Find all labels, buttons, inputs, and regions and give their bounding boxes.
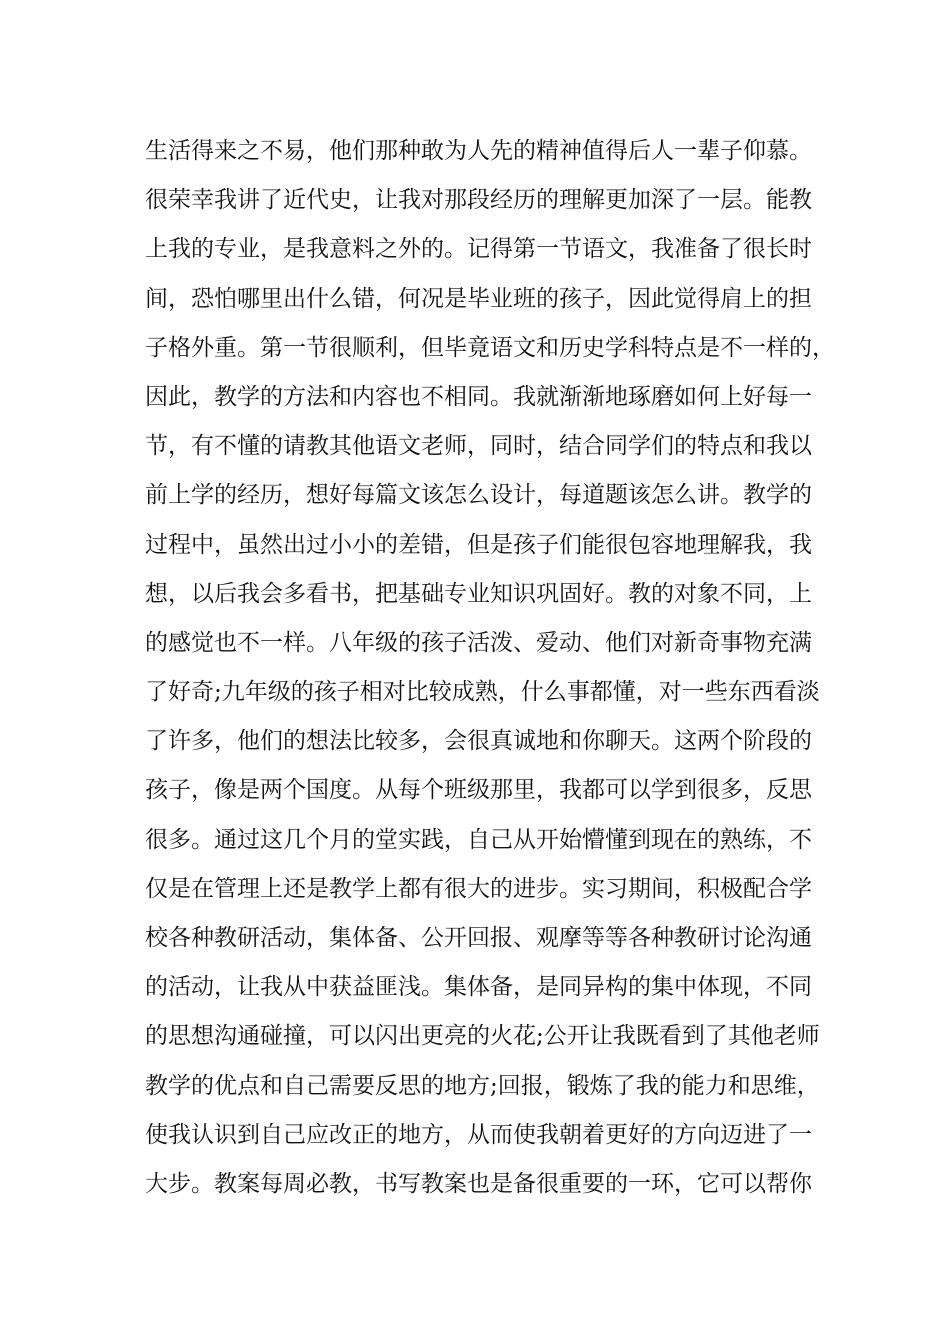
text-line: 很荣幸我讲了近代史，让我对那段经历的理解更加深了一层。能教 xyxy=(145,187,812,214)
text-line: 间，恐怕哪里出什么错，何况是毕业班的孩子，因此觉得肩上的担 xyxy=(145,285,812,312)
text-line: 了许多，他们的想法比较多，会很真诚地和你聊天。这两个阶段的 xyxy=(145,728,812,755)
text-line: 很多。通过这几个月的堂实践，自己从开始懵懂到现在的熟练，不 xyxy=(145,826,812,853)
text-line: 过程中，虽然出过小小的差错，但是孩子们能很包容地理解我，我 xyxy=(145,531,812,558)
text-line: 的活动，让我从中获益匪浅。集体备，是同异构的集中体现，不同 xyxy=(145,974,812,1001)
text-line: 校各种教研活动，集体备、公开回报、观摩等等各种教研讨论沟通 xyxy=(145,925,812,951)
text-line: 的思想沟通碰撞，可以闪出更亮的火花;公开让我既看到了其他老师 xyxy=(145,1023,820,1050)
text-line: 使我认识到自己应改正的地方，从而使我朝着更好的方向迈进了一 xyxy=(145,1121,812,1148)
text-line: 仅是在管理上还是教学上都有很大的进步。实习期间，积极配合学 xyxy=(145,875,812,902)
text-line: 大步。教案每周必教，书写教案也是备很重要的一环，它可以帮你 xyxy=(145,1170,812,1197)
text-line: 子格外重。第一节很顺利，但毕竟语文和历史学科特点是不一样的， xyxy=(145,334,835,361)
body-text xyxy=(145,127,835,1209)
text-line: 节，有不懂的请教其他语文老师，同时，结合同学们的特点和我以 xyxy=(145,433,812,460)
text-line: 因此，教学的方法和内容也不相同。我就渐渐地琢磨如何上好每一 xyxy=(145,383,812,410)
text-line: 前上学的经历，想好每篇文该怎么设计，每道题该怎么讲。教学的 xyxy=(145,482,812,509)
text-line: 教学的优点和自己需要反思的地方;回报，锻炼了我的能力和思维， xyxy=(145,1072,820,1099)
text-line: 的感觉也不一样。八年级的孩子活泼、爱动、他们对新奇事物充满 xyxy=(145,629,812,656)
text-line: 了好奇;九年级的孩子相对比较成熟，什么事都懂，对一些东西看淡 xyxy=(145,679,820,706)
text-line: 上我的专业，是我意料之外的。记得第一节语文，我准备了很长时 xyxy=(145,236,812,263)
text-line: 生活得来之不易，他们那种敢为人先的精神值得后人一辈子仰慕。 xyxy=(145,138,812,164)
text-line: 孩子，像是两个国度。从每个班级那里，我都可以学到很多，反思 xyxy=(145,777,812,804)
text-line: 想，以后我会多看书，把基础专业知识巩固好。教的对象不同，上 xyxy=(145,580,812,607)
